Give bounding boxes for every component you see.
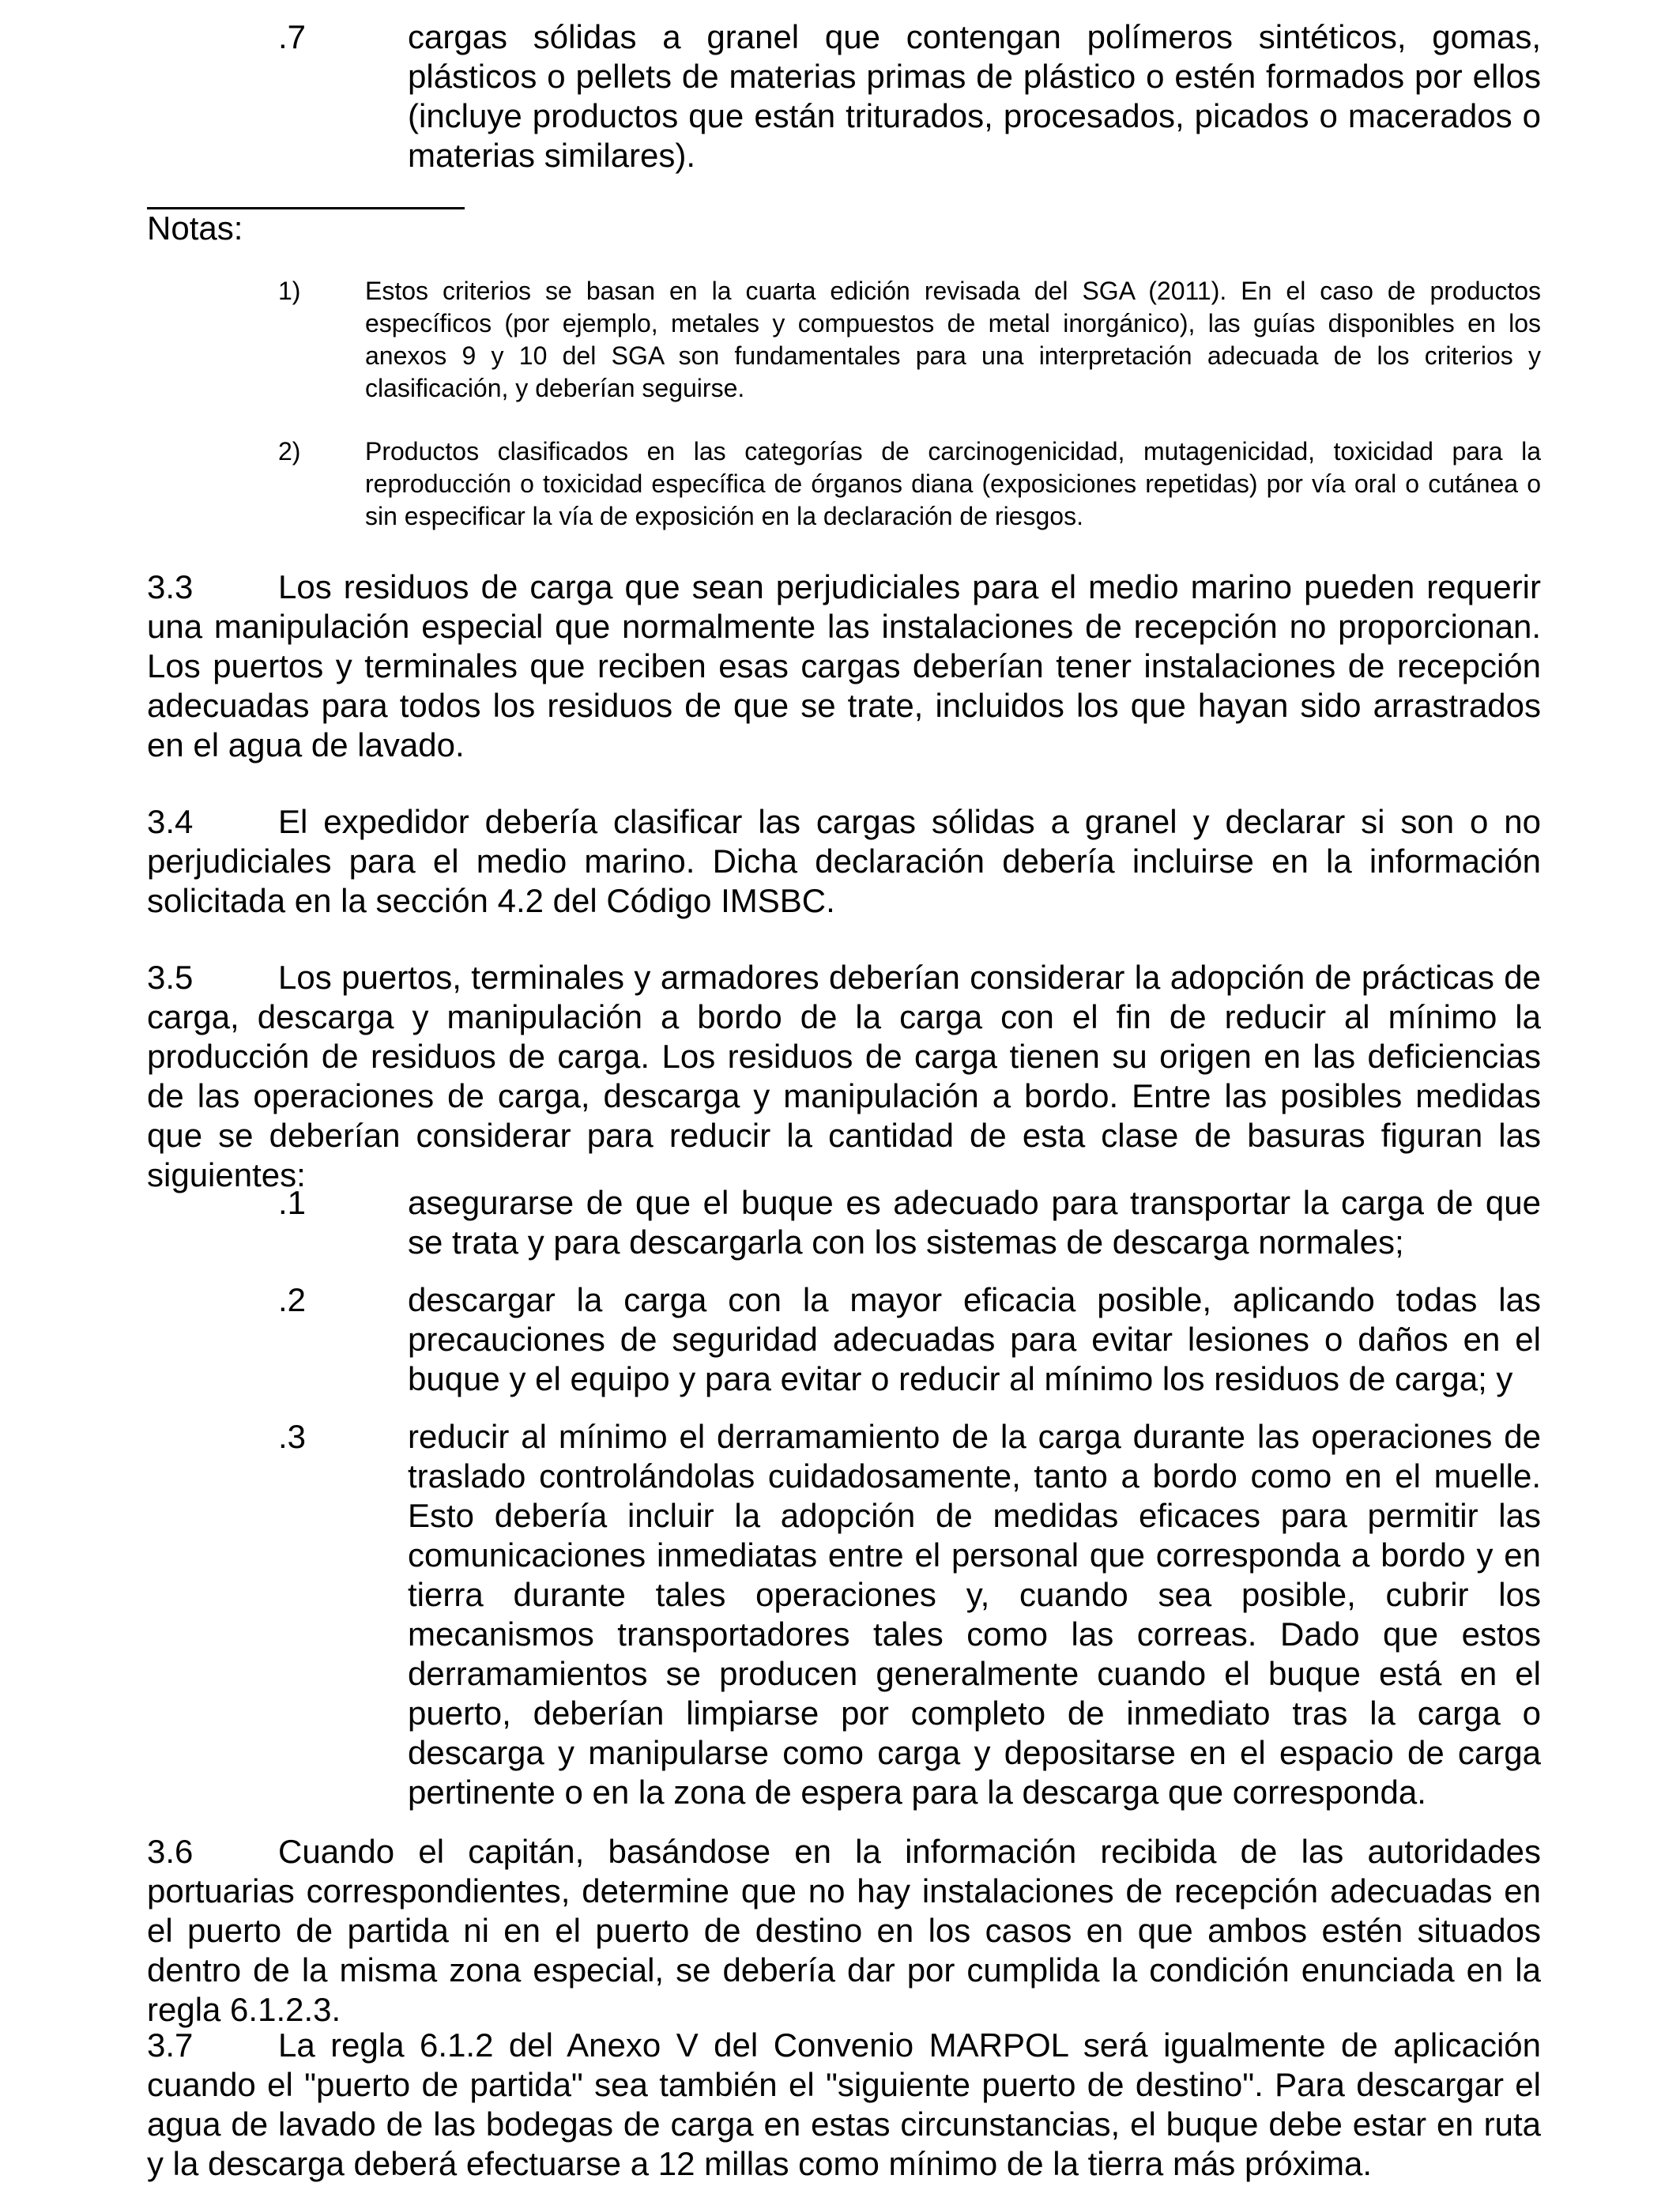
note-1-text: Estos criterios se basan en la cuarta edición revisada del SGA (2011). En el caso de productos específicos (por ejemplo, metales y compuestos de metal inorgánico), las guías disponibles en los anexos 9 y 10 del SGA son fundamentales para una interpretación adecuada de los criterios y clasificación, y deberían seguirse. [365,277,1541,402]
note-1-number: 1) [278,277,301,305]
section-3-3-text: Los residuos de carga que sean perjudiciales para el medio marino pueden requerir una manipulación especial que normalmente las instalaciones de recepción no proporcionan. Los puertos y terminales que reciben esas cargas deberían tener instalaciones de recepción adecuadas para todos los residuos de que se trate, incluidos los que hayan sido arrastrados en el agua de lavado. [147,568,1541,763]
section-3-7-number: 3.7 [147,2026,194,2064]
section-3-4-number: 3.4 [147,803,194,840]
sub-item-2-number: .2 [278,1281,307,1318]
notes-heading: Notas: [147,209,243,247]
section-3-6-text: Cuando el capitán, basándose en la información recibida de las autoridades portuarias correspondientes, determine que no hay instalaciones de recepción adecuadas en el puerto de partida ni en el puerto de destino en los casos en que ambos estén situados dentro de la misma zona especial, se debería dar por cumplida la condición enunciada en la regla 6.1.2.3. [147,1833,1541,2028]
section-3-7 [147,2026,1541,2184]
sub-item-1-number: .1 [278,1184,307,1221]
note-2-number: 2) [278,437,301,466]
section-3-5 [147,958,1541,1195]
sub-item-3-text: reducir al mínimo el derramamiento de la carga durante las operaciones de traslado controlándolas cuidadosamente, tanto a bordo como en el muelle. Esto debería incluir la adopción de medidas eficaces para permitir las comunicaciones inmediatas entre el personal que corresponda a bordo y en tierra durante tales operaciones y, cuando sea posible, cubrir los mecanismos transportadores tales como las correas. Dado que estos derramamientos se producen generalmente cuando el buque está en el puerto, deberían limpiarse por completo de inmediato tras la carga o descarga y manipularse como carga y depositarse en el espacio de carga pertinente o en la zona de espera para la descarga que corresponda. [408,1418,1541,1811]
item-7-number: .7 [278,18,307,55]
section-3-6-number: 3.6 [147,1833,194,1870]
section-3-4 [147,802,1541,921]
sub-item-1-text: asegurarse de que el buque es adecuado para transportar la carga de que se trata y para descargarla con los sistemas de descarga normales; [408,1184,1541,1261]
section-3-5-text: Los puertos, terminales y armadores deberían considerar la adopción de prácticas de carga, descarga y manipulación a bordo de la carga con el fin de reducir al mínimo la producción de residuos de carga. Los residuos de carga tienen su origen en las deficiencias de las operaciones de carga, descarga y manipulación a bordo. Entre las posibles medidas que se deberían considerar para reducir la cantidad de esta clase de basuras figuran las siguientes: [147,959,1541,1193]
section-3-3 [147,567,1541,765]
note-2-text: Productos clasificados en las categorías de carcinogenicidad, mutagenicidad, toxicidad para la reproducción o toxicidad específica de órganos diana (exposiciones repetidas) por vía oral o cutánea o sin especificar la vía de exposición en la declaración de riesgos. [365,437,1541,530]
section-3-3-number: 3.3 [147,568,194,605]
section-3-6 [147,1832,1541,2030]
item-7-text: cargas sólidas a granel que contengan polímeros sintéticos, gomas, plásticos o pellets de materias primas de plástico o estén formados por ellos (incluye productos que están triturados, procesados, picados o macerados o materias similares). [408,18,1541,174]
section-3-7-text: La regla 6.1.2 del Anexo V del Convenio MARPOL será igualmente de aplicación cuando el "puerto de partida" sea también el "siguiente puerto de destino". Para descargar el agua de lavado de las bodegas de carga en estas circunstancias, el buque debe estar en ruta y la descarga deberá efectuarse a 12 millas como mínimo de la tierra más próxima. [147,2026,1541,2182]
sub-item-3-number: .3 [278,1418,307,1455]
section-3-5-number: 3.5 [147,959,194,996]
sub-item-2-text: descargar la carga con la mayor eficacia posible, aplicando todas las precauciones de seguridad adecuadas para evitar lesiones o daños en el buque y el equipo y para evitar o reducir al mínimo los residuos de carga; y [408,1281,1541,1397]
section-3-4-text: El expedidor debería clasificar las cargas sólidas a granel y declarar si son o no perjudiciales para el medio marino. Dicha declaración debería incluirse en la información solicitada en la sección 4.2 del Código IMSBC. [147,803,1541,919]
